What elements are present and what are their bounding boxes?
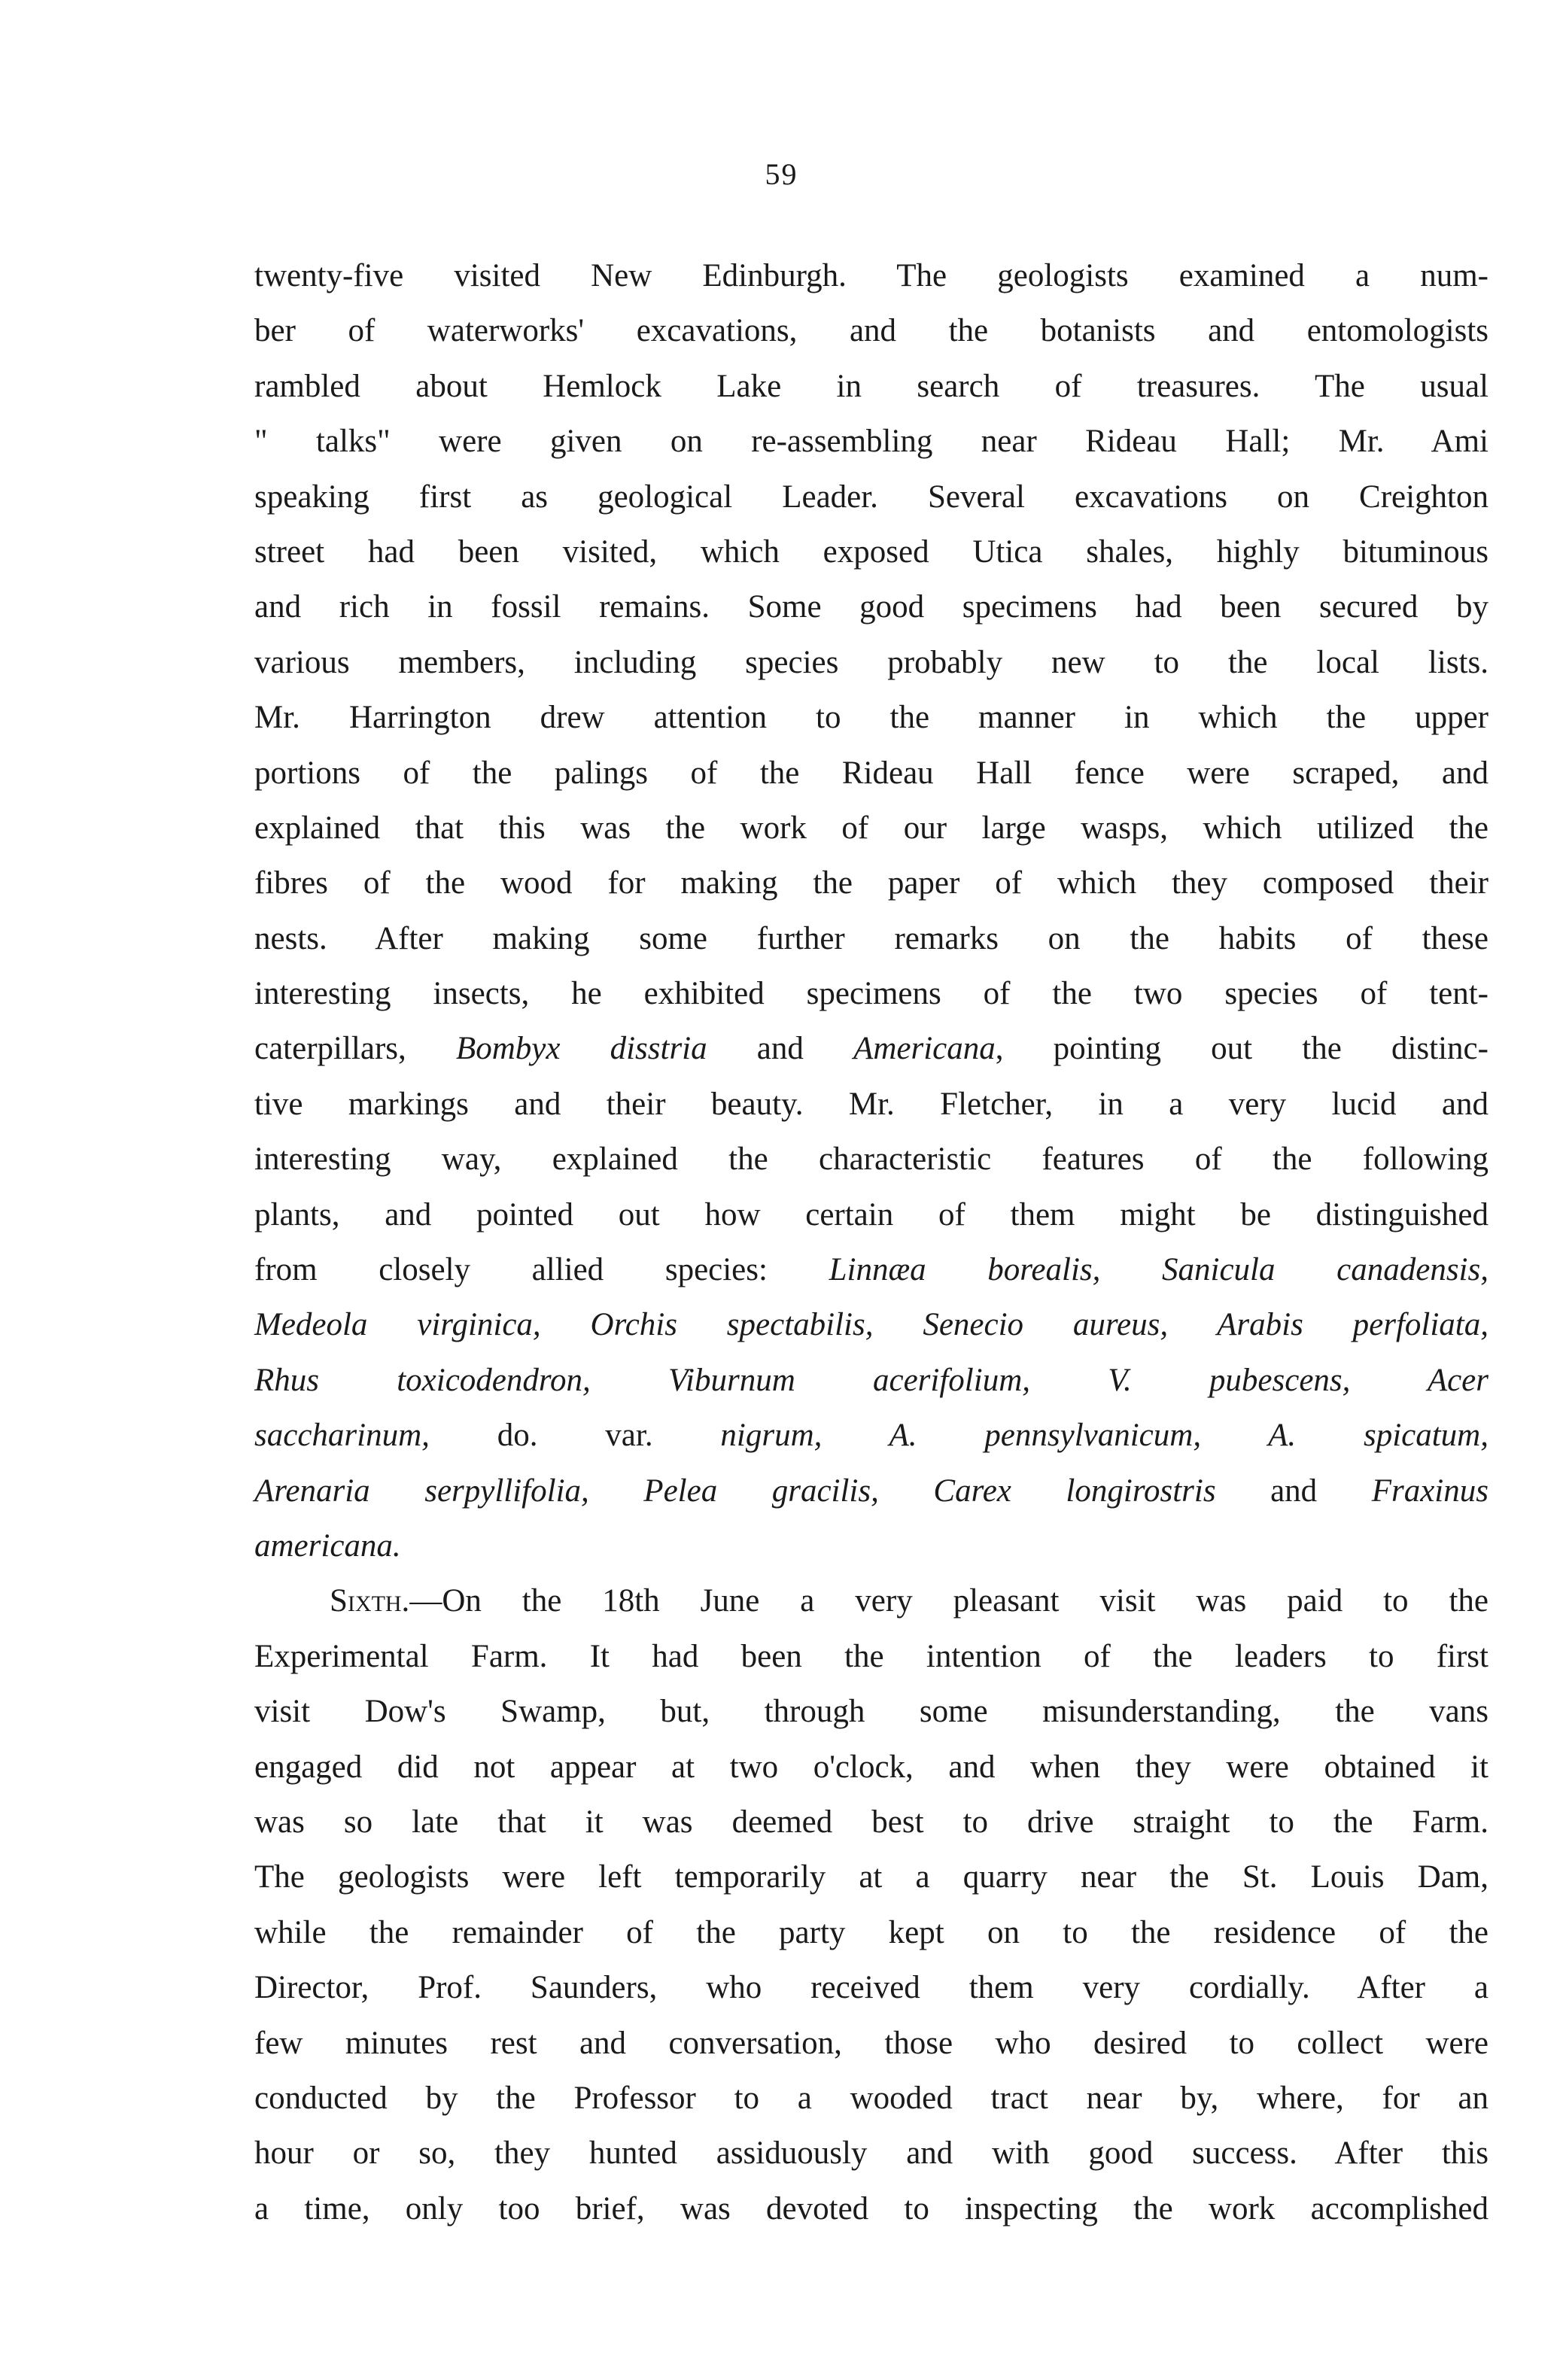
text-line: nests. After making some further remarks on the habits of these	[254, 920, 1488, 956]
text-line: rambled about Hemlock Lake in search of treasures. The usual	[254, 368, 1488, 404]
text-line: visit Dow's Swamp, but, through some misunderstanding, the vans	[254, 1694, 1488, 1730]
text-line: portions of the palings of the Rideau Hall fence were scraped, and	[254, 755, 1488, 791]
text-line: Director, Prof. Saunders, who received them very cordially. After a	[254, 1970, 1488, 2006]
paragraph-first-line	[254, 1573, 1488, 1628]
text-line-mixed	[254, 1242, 1488, 1297]
text-line: The geologists were left temporarily at a quarry near the St. Louis Dam,	[254, 1859, 1488, 1895]
species-list: Linnæa borealis, Sanicula canadensis,	[829, 1252, 1488, 1288]
page-body	[254, 248, 1488, 2236]
text-line-mixed	[254, 1021, 1488, 1076]
text-line: tive markings and their beauty. Mr. Fletcher, in a very lucid and	[254, 1086, 1488, 1122]
text-line: engaged did not appear at two o'clock, and when they were obtained it	[254, 1749, 1488, 1785]
text-segment: —On the 18th June a very pleasant visit was paid to the	[409, 1583, 1488, 1619]
text-line: " talks" were given on re-assembling near Rideau Hall; Mr. Ami	[254, 424, 1488, 460]
text-line: interesting way, explained the characteristic features of the following	[254, 1141, 1488, 1178]
species-list: Rhus toxicodendron, Viburnum acerifolium, V. pubescens, Acer	[254, 1362, 1488, 1398]
text-segment: , pointing out the distinc-	[995, 1031, 1488, 1067]
text-line: fibres of the wood for making the paper of which they composed their	[254, 865, 1488, 901]
text-line: and rich in fossil remains. Some good specimens had been secured by	[254, 589, 1488, 625]
text-line: interesting insects, he exhibited specimens of the two species of tent-	[254, 976, 1488, 1012]
text-line: Experimental Farm. It had been the intention of the leaders to first	[254, 1638, 1488, 1674]
text-line: while the remainder of the party kept on to the residence of the	[254, 1914, 1488, 1950]
species-name: saccharinum,	[254, 1418, 430, 1454]
text-line: Mr. Harrington drew attention to the manner in which the upper	[254, 700, 1488, 736]
text-line: was so late that it was deemed best to drive straight to the Farm.	[254, 1804, 1488, 1840]
species-list: nigrum, A. pennsylvanicum, A. spicatum,	[720, 1418, 1488, 1454]
text-line: ber of waterworks' excavations, and the botanists and entomologists	[254, 313, 1488, 349]
text-line: explained that this was the work of our large wasps, which utilized the	[254, 810, 1488, 846]
species-line	[254, 1353, 1488, 1408]
text-segment: do. var.	[429, 1418, 721, 1454]
text-segment: from closely allied species:	[254, 1252, 829, 1288]
text-line: hour or so, they hunted assiduously and with good success. After this	[254, 2135, 1488, 2172]
text-segment: caterpillars,	[254, 1031, 456, 1067]
species-line	[254, 1518, 1488, 1573]
text-line: twenty-five visited New Edinburgh. The geologists examined a num-	[254, 258, 1488, 293]
text-line: various members, including species probably new to the local lists.	[254, 644, 1488, 680]
species-line	[254, 1464, 1488, 1518]
text-segment: and	[707, 1031, 854, 1067]
page-number: 59	[765, 157, 798, 191]
text-line: plants, and pointed out how certain of them might be distinguished	[254, 1196, 1488, 1233]
species-name: Bombyx disstria	[455, 1031, 707, 1067]
species-name: Americana	[853, 1031, 996, 1067]
species-name: americana.	[254, 1527, 401, 1564]
text-segment: and	[1215, 1473, 1372, 1509]
species-list: Arenaria serpyllifolia, Pelea gracilis, Carex longirostris	[254, 1473, 1216, 1509]
species-name: Fraxinus	[1371, 1473, 1488, 1509]
text-line: few minutes rest and conversation, those who desired to collect were	[254, 2025, 1488, 2061]
text-line: street had been visited, which exposed Utica shales, highly bituminous	[254, 533, 1488, 570]
text-line: conducted by the Professor to a wooded tract near by, where, for an	[254, 2080, 1488, 2116]
text-line: a time, only too brief, was devoted to inspecting the work accomplished	[254, 2190, 1488, 2227]
text-line: speaking first as geological Leader. Several excavations on Creighton	[254, 479, 1488, 515]
species-list: Medeola virginica, Orchis spectabilis, Senecio aureus, Arabis perfoliata,	[254, 1307, 1488, 1343]
species-line	[254, 1297, 1488, 1352]
section-heading: Sixth.	[330, 1583, 410, 1619]
species-line	[254, 1408, 1488, 1463]
